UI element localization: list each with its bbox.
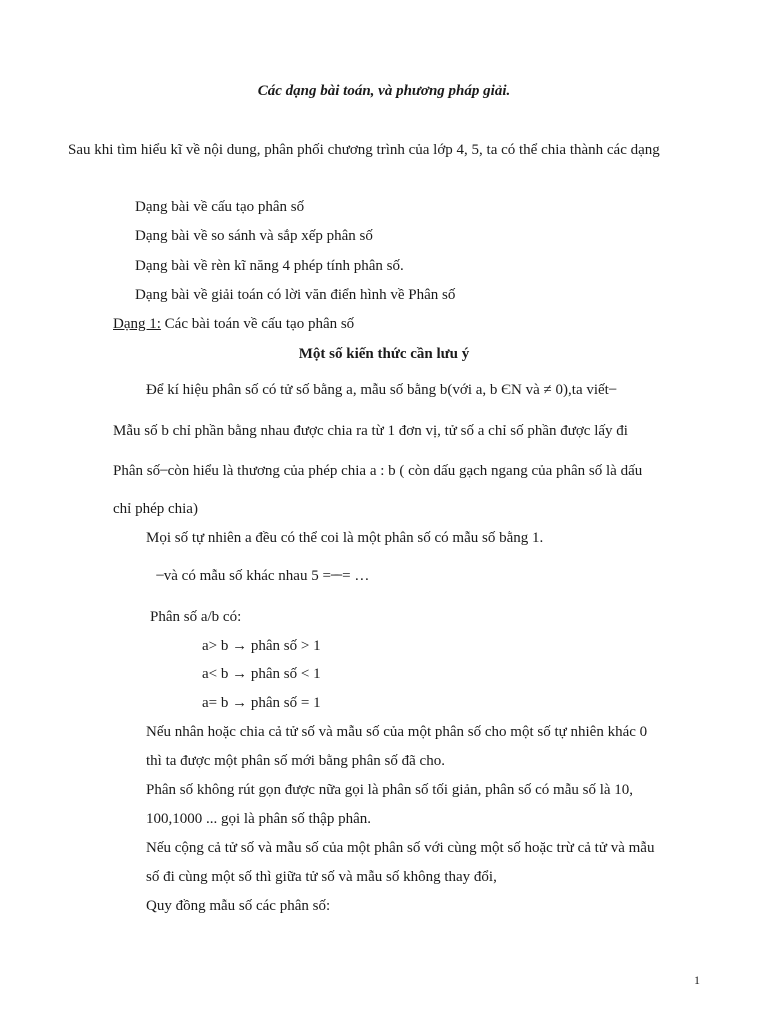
type-item-1: Dạng bài về cấu tạo phân số (135, 199, 305, 215)
intro-paragraph: Sau khi tìm hiểu kĩ về nội dung, phân phối chương trình của lớp 4, 5, ta có thể chia thành các dạng (68, 142, 660, 158)
paragraph-simplest: Phân số không rút gọn được nữa gọi là phân số tối giản, phân số có mẫu số là 10, (146, 782, 634, 798)
paragraph-simplest-cont: 100,1000 ... gọi là phân số thập phân. (146, 811, 371, 827)
knowledge-heading: Một số kiến thức cần lưu ý (298, 346, 470, 362)
rule-less: a< b → phân số < 1 (202, 666, 321, 682)
rule-greater: a> b → phân số > 1 (202, 638, 321, 654)
paragraph-add-cont: số đi cùng một số thì giữa tử số và mẫu số không thay đổi, (146, 869, 497, 885)
section-1-text: Các bài toán về cấu tạo phân số (160, 316, 355, 332)
paragraph-natural-number: Mọi số tự nhiên a đều có thể coi là một phân số có mẫu số bằng 1. (146, 530, 544, 546)
paragraph-fraction-has: Phân số a/b có: (150, 609, 242, 625)
paragraph-common-denominator: Quy đồng mẫu số các phân số: (146, 898, 331, 914)
type-item-2: Dạng bài về so sánh và sắp xếp phân số (135, 228, 373, 244)
paragraph-quotient-cont: chỉ phép chia) (113, 501, 198, 517)
type-item-4: Dạng bài về giải toán có lời văn điển hình về Phân số (135, 287, 456, 303)
page-number: 1 (694, 973, 700, 987)
type-item-3: Dạng bài về rèn kĩ năng 4 phép tính phân số. (135, 258, 404, 274)
paragraph-notation: Để kí hiệu phân số có tử số bằng a, mẫu số bằng b(với a, b ЄN và ≠ 0),ta viết ̶ (146, 382, 613, 398)
section-1-title (113, 315, 354, 333)
paragraph-add: Nếu cộng cả tử số và mẫu số của một phân số với cùng một số hoặc trừ cả tử và mẫu (146, 840, 655, 856)
document-title: Các dạng bài toán, và phương pháp giải. (257, 83, 511, 99)
section-1-label: Dạng 1: (113, 316, 161, 332)
rule-equal: a= b → phân số = 1 (202, 695, 321, 711)
paragraph-same-denominator: ̶ và có mẫu số khác nhau 5 = ̶̶ ̶̶ = … (160, 568, 370, 584)
paragraph-quotient: Phân số ̶ còn hiểu là thương của phép chia a : b ( còn dấu gạch ngang của phân số là dấu (113, 463, 643, 479)
paragraph-denominator: Mẫu số b chỉ phần bằng nhau được chia ra từ 1 đơn vị, tử số a chỉ số phần được lấy đi (113, 423, 628, 439)
paragraph-multiply-cont: thì ta được một phân số mới bằng phân số đã cho. (146, 753, 445, 769)
paragraph-multiply: Nếu nhân hoặc chia cả tử số và mẫu số của một phân số cho một số tự nhiên khác 0 (146, 724, 648, 740)
